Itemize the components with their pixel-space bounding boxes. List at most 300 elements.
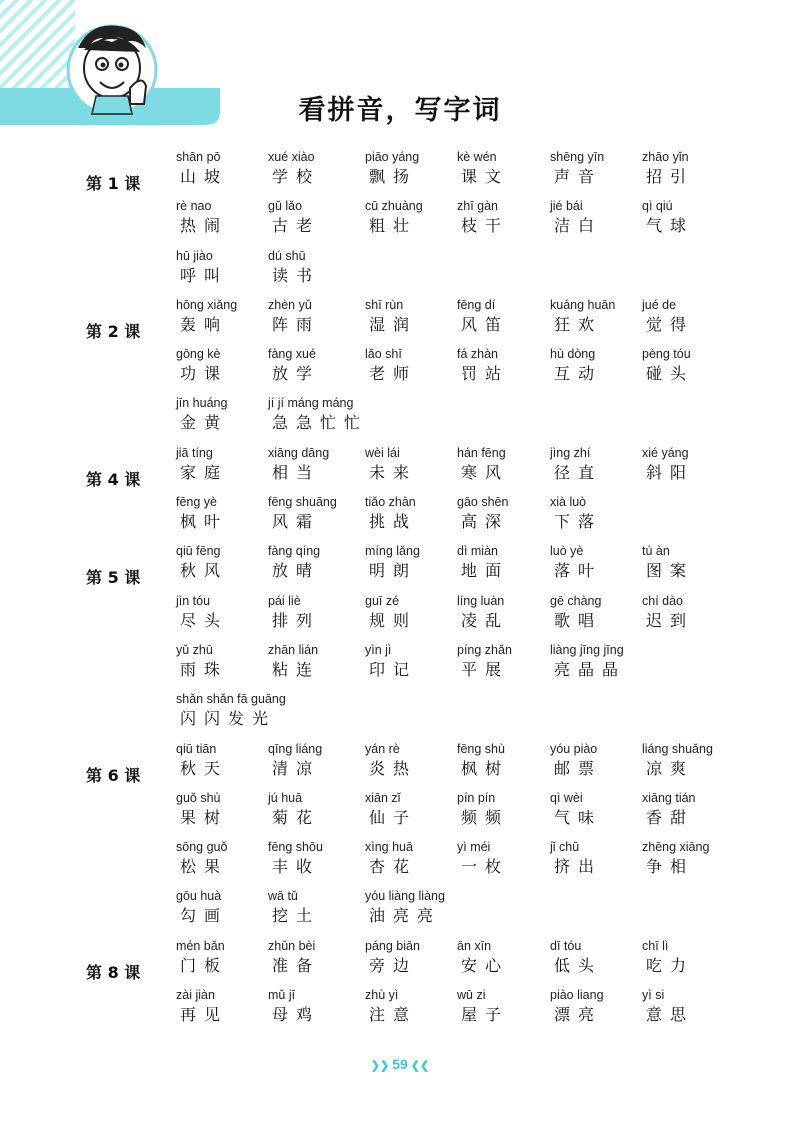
hanzi-text: 屋子 — [461, 1005, 510, 1025]
pinyin-text: jú huā — [268, 790, 303, 805]
word-row — [172, 740, 800, 789]
hanzi-text: 放晴 — [272, 561, 321, 581]
hanzi-text: 凉爽 — [646, 758, 695, 778]
hanzi-text: 炎热 — [369, 758, 418, 778]
pinyin-text: zhāo yǐn — [642, 150, 689, 164]
vocab-word — [361, 592, 456, 631]
vocab-word — [264, 641, 359, 680]
pinyin-text: kè wén — [457, 150, 497, 164]
pinyin-text: gōu huà — [176, 889, 222, 904]
pinyin-text: fàng xué — [268, 347, 316, 362]
hanzi-text: 争相 — [646, 857, 695, 877]
vocab-word — [264, 394, 369, 433]
hanzi-text: 挤出 — [554, 857, 603, 877]
pinyin-text: yán rè — [365, 741, 400, 756]
hanzi-text: 挑战 — [369, 512, 418, 532]
hanzi-text: 秋风 — [180, 561, 229, 581]
hanzi-text: 意思 — [646, 1005, 695, 1025]
vocab-word — [172, 592, 267, 631]
pinyin-text: fēng shù — [457, 741, 505, 756]
hanzi-text: 枫树 — [461, 758, 510, 778]
lesson-label: 第 1 课 — [86, 174, 141, 193]
hanzi-text: 果树 — [180, 807, 229, 827]
vocab-word — [546, 345, 641, 384]
hanzi-text: 排列 — [272, 610, 321, 630]
pinyin-text: liáng shuǎng — [642, 741, 713, 756]
vocab-word — [453, 444, 548, 483]
vocab-word — [264, 986, 359, 1025]
hanzi-text: 未来 — [369, 462, 418, 482]
hanzi-text: 菊花 — [272, 807, 321, 827]
vocab-word — [172, 444, 267, 483]
vocab-word — [172, 296, 267, 335]
vocab-word — [264, 937, 359, 976]
vocab-word — [638, 592, 733, 631]
pinyin-text: hù dòng — [550, 347, 596, 362]
vocab-word — [361, 740, 456, 779]
hanzi-text: 门板 — [180, 955, 229, 975]
vocab-word — [546, 592, 641, 631]
lesson-block — [0, 148, 800, 296]
hanzi-text: 金黄 — [180, 413, 229, 433]
hanzi-text: 功课 — [180, 364, 229, 384]
pinyin-text: fēng dí — [457, 297, 496, 312]
vocab-word — [264, 493, 359, 532]
vocab-word — [172, 740, 267, 779]
hanzi-text: 丰收 — [272, 857, 321, 877]
vocab-word — [264, 247, 359, 286]
vocab-word — [638, 197, 733, 236]
vocab-word — [638, 838, 733, 877]
hanzi-text: 清凉 — [272, 758, 321, 778]
pinyin-text: chí dào — [642, 593, 684, 608]
pinyin-text: zhān lián — [268, 642, 319, 657]
pinyin-text: líng luàn — [457, 593, 505, 608]
vocab-word — [638, 740, 733, 779]
vocab-word — [172, 789, 267, 828]
word-row — [172, 887, 800, 936]
pinyin-text: mén bǎn — [176, 938, 225, 953]
pinyin-text: luò yè — [550, 544, 584, 559]
vocab-word — [638, 986, 733, 1025]
word-row — [172, 986, 800, 1035]
pinyin-text: xié yáng — [642, 445, 689, 460]
hanzi-text: 读书 — [272, 265, 321, 285]
pinyin-text: fēng yè — [176, 495, 218, 510]
pinyin-text: zhǔn bèi — [268, 938, 316, 953]
hanzi-text: 挖土 — [272, 906, 321, 926]
vocab-word — [638, 444, 733, 483]
word-row — [172, 592, 800, 641]
word-row — [172, 690, 800, 739]
vocab-word — [361, 937, 456, 976]
pinyin-text: dú shū — [268, 248, 306, 263]
lesson-label: 第 6 课 — [86, 765, 141, 785]
hanzi-text: 飘扬 — [369, 167, 418, 186]
vocab-word — [264, 838, 359, 877]
vocab-word — [172, 937, 267, 976]
lesson-block — [0, 542, 800, 739]
pinyin-text: piào liang — [550, 988, 604, 1003]
vocab-word — [453, 641, 548, 680]
hanzi-text: 湿润 — [369, 314, 418, 334]
pinyin-text: pái liè — [268, 593, 301, 608]
hanzi-text: 下落 — [554, 512, 603, 532]
pinyin-text: xià luò — [550, 495, 587, 510]
pinyin-text: gāo shēn — [457, 495, 509, 510]
pinyin-text: píng zhǎn — [457, 642, 512, 657]
hanzi-text: 油亮亮 — [369, 906, 442, 926]
hanzi-text: 平展 — [461, 659, 510, 679]
pinyin-text: gǔ lǎo — [268, 199, 303, 214]
pinyin-text: chī lì — [642, 938, 669, 953]
vocab-word — [172, 887, 267, 926]
pinyin-text: yóu liàng liàng — [365, 889, 445, 904]
pinyin-text: xiān zǐ — [365, 790, 401, 805]
lesson-block — [0, 444, 800, 543]
pinyin-text: zhù yì — [365, 988, 399, 1003]
pinyin-text: fēng shōu — [268, 840, 323, 855]
pinyin-text: zhēng xiāng — [642, 840, 710, 855]
pinyin-text: dī tóu — [550, 938, 582, 953]
hanzi-text: 家庭 — [180, 462, 229, 482]
pinyin-text: jié bái — [550, 199, 583, 214]
vocab-word — [172, 197, 267, 236]
pinyin-text: míng lǎng — [365, 544, 420, 559]
vocab-word — [546, 542, 641, 581]
vocab-word — [638, 542, 733, 581]
vocab-word — [264, 148, 359, 187]
vocab-word — [638, 148, 733, 187]
vocab-word — [361, 887, 456, 926]
pinyin-text: zhèn yǔ — [268, 297, 312, 312]
hanzi-text: 安心 — [461, 955, 510, 975]
hanzi-text: 香甜 — [646, 807, 695, 827]
hanzi-text: 课文 — [461, 167, 510, 186]
double-chevron-right-icon: ❯❯ — [370, 1060, 390, 1072]
hanzi-text: 规则 — [369, 610, 418, 630]
vocab-word — [638, 345, 733, 384]
hanzi-text: 邮票 — [554, 758, 603, 778]
hanzi-text: 风笛 — [461, 314, 510, 334]
hanzi-text: 低头 — [554, 955, 603, 975]
hanzi-text: 闪闪发光 — [180, 709, 277, 729]
vocab-word — [172, 493, 267, 532]
vocab-word — [546, 493, 641, 532]
hanzi-text: 迟到 — [646, 610, 695, 630]
hanzi-text: 径直 — [554, 462, 603, 482]
vocab-word — [361, 838, 456, 877]
vocab-word — [264, 345, 359, 384]
vocab-word — [172, 690, 286, 729]
vocab-word — [172, 148, 267, 187]
lesson-block — [0, 937, 800, 1036]
lesson-label: 第 5 课 — [86, 568, 141, 588]
hanzi-text: 招引 — [646, 167, 695, 186]
hanzi-text: 频频 — [461, 807, 510, 827]
pinyin-text: gē chàng — [550, 593, 602, 608]
vocab-word — [453, 592, 548, 631]
lesson-list — [0, 148, 800, 1035]
word-row — [172, 345, 800, 394]
pinyin-text: kuáng huān — [550, 297, 616, 312]
pinyin-text: yì si — [642, 988, 665, 1003]
hanzi-text: 枝干 — [461, 216, 510, 236]
hanzi-text: 漂亮 — [554, 1005, 603, 1025]
hanzi-text: 风霜 — [272, 512, 321, 532]
pinyin-text: xiāng dāng — [268, 445, 330, 460]
pinyin-text: hōng xiǎng — [176, 297, 238, 312]
hanzi-text: 洁白 — [554, 216, 603, 236]
word-row — [172, 394, 800, 443]
pinyin-text: yǔ zhū — [176, 642, 213, 657]
hanzi-text: 亮晶晶 — [554, 659, 627, 679]
vocab-word — [453, 986, 548, 1025]
hanzi-text: 山坡 — [180, 167, 229, 186]
pinyin-text: shēng yīn — [550, 150, 605, 164]
pinyin-text: zhī gàn — [457, 199, 499, 214]
pinyin-text: tiǎo zhàn — [365, 495, 416, 510]
vocab-word — [638, 937, 733, 976]
pinyin-text: ān xīn — [457, 938, 492, 953]
hanzi-text: 吃力 — [646, 955, 695, 975]
hanzi-text: 声音 — [554, 167, 603, 186]
hanzi-text: 觉得 — [646, 314, 695, 334]
word-row — [172, 937, 800, 986]
hanzi-text: 寒风 — [461, 462, 510, 482]
vocab-word — [546, 789, 641, 828]
pinyin-text: rè nao — [176, 199, 212, 214]
pinyin-text: fēng shuāng — [268, 495, 337, 510]
vocab-word — [264, 444, 359, 483]
pinyin-text: mǔ jī — [268, 988, 296, 1003]
lesson-block — [0, 740, 800, 937]
hanzi-text: 罚站 — [461, 364, 510, 384]
hanzi-text: 母鸡 — [272, 1005, 321, 1025]
hanzi-text: 杏花 — [369, 857, 418, 877]
hanzi-text: 地面 — [461, 561, 510, 581]
vocab-word — [638, 789, 733, 828]
hanzi-text: 印记 — [369, 659, 418, 679]
hanzi-text: 碰头 — [646, 364, 695, 384]
pinyin-text: jǐ chū — [550, 840, 580, 855]
pinyin-text: jìn tóu — [176, 593, 211, 608]
pinyin-text: jué de — [642, 297, 677, 312]
pinyin-text: pèng tóu — [642, 347, 691, 362]
hanzi-text: 呼叫 — [180, 265, 229, 285]
vocab-word — [546, 838, 641, 877]
vocab-word — [361, 197, 456, 236]
pinyin-text: xiāng tián — [642, 790, 696, 805]
vocab-word — [361, 641, 456, 680]
pinyin-text: jīn huáng — [176, 396, 228, 411]
pinyin-text: qì wèi — [550, 790, 583, 805]
hanzi-text: 阵雨 — [272, 314, 321, 334]
pinyin-text: dì miàn — [457, 544, 498, 559]
hanzi-text: 雨珠 — [180, 659, 229, 679]
hanzi-text: 气球 — [646, 216, 695, 236]
vocab-word — [172, 641, 267, 680]
hanzi-text: 高深 — [461, 512, 510, 532]
hanzi-text: 勾画 — [180, 906, 229, 926]
pinyin-text: shǎn shǎn fā guāng — [176, 692, 286, 707]
pinyin-text: wā tǔ — [268, 889, 298, 904]
vocab-word — [172, 838, 267, 877]
hanzi-text: 急急忙忙 — [272, 413, 369, 433]
vocab-word — [361, 444, 456, 483]
vocab-word — [453, 789, 548, 828]
vocab-word — [264, 542, 359, 581]
vocab-word — [172, 247, 267, 286]
pinyin-text: qīng liáng — [268, 741, 323, 756]
hanzi-text: 学校 — [272, 167, 321, 186]
pinyin-text: páng biān — [365, 938, 420, 953]
double-chevron-left-icon: ❮❮ — [410, 1060, 430, 1072]
hanzi-text: 斜阳 — [646, 462, 695, 482]
vocab-word — [361, 493, 456, 532]
hanzi-text: 图案 — [646, 561, 695, 581]
hanzi-text: 凌乱 — [461, 610, 510, 630]
hanzi-text: 旁边 — [369, 955, 418, 975]
vocab-word — [453, 197, 548, 236]
hanzi-text: 古老 — [272, 216, 321, 236]
hanzi-text: 落叶 — [554, 561, 603, 581]
hanzi-text: 枫叶 — [180, 512, 229, 532]
word-row — [172, 444, 800, 493]
word-row — [172, 247, 800, 296]
vocab-word — [361, 148, 456, 187]
pinyin-text: fàng qíng — [268, 544, 321, 559]
pinyin-text: shī rùn — [365, 297, 404, 312]
vocab-word — [546, 444, 641, 483]
lesson-label: 第 4 课 — [86, 469, 141, 489]
word-row — [172, 641, 800, 690]
pinyin-text: qiū fēng — [176, 544, 221, 559]
vocab-word — [361, 296, 456, 335]
hanzi-text: 老师 — [369, 364, 418, 384]
pinyin-text: jí jí máng máng — [268, 396, 354, 411]
word-row — [172, 148, 800, 197]
hanzi-text: 尽头 — [180, 610, 229, 630]
hanzi-text: 放学 — [272, 364, 321, 384]
pinyin-text: cū zhuàng — [365, 199, 423, 214]
vocab-word — [172, 542, 267, 581]
vocab-word — [453, 542, 548, 581]
pinyin-text: wū zi — [457, 988, 486, 1003]
word-row — [172, 197, 800, 246]
pinyin-text: tú àn — [642, 544, 670, 559]
vocab-word — [546, 937, 641, 976]
lesson-label: 第 2 课 — [86, 321, 141, 341]
pinyin-text: wèi lái — [365, 445, 400, 460]
pinyin-text: yóu piào — [550, 741, 598, 756]
word-row — [172, 296, 800, 345]
vocab-word — [172, 394, 267, 433]
vocab-word — [546, 296, 641, 335]
vocab-word — [264, 887, 359, 926]
hanzi-text: 准备 — [272, 955, 321, 975]
hanzi-text: 再见 — [180, 1005, 229, 1025]
vocab-word — [453, 937, 548, 976]
vocab-word — [453, 148, 548, 187]
vocab-word — [453, 345, 548, 384]
vocab-word — [172, 986, 267, 1025]
vocab-word — [264, 789, 359, 828]
vocab-word — [453, 740, 548, 779]
word-row — [172, 838, 800, 887]
vocab-word — [546, 641, 641, 680]
vocab-word — [264, 740, 359, 779]
pinyin-text: qì qiú — [642, 199, 673, 214]
vocab-word — [264, 592, 359, 631]
pinyin-text: guī zé — [365, 593, 400, 608]
word-row — [172, 542, 800, 591]
pinyin-text: gōng kè — [176, 347, 221, 362]
pinyin-text: hán fēng — [457, 445, 506, 460]
hanzi-text: 狂欢 — [554, 314, 603, 334]
hanzi-text: 注意 — [369, 1005, 418, 1025]
pinyin-text: pín pín — [457, 790, 496, 805]
word-row — [172, 493, 800, 542]
vocab-word — [638, 296, 733, 335]
pinyin-text: sōng guǒ — [176, 840, 228, 855]
hanzi-text: 热闹 — [180, 216, 229, 236]
hanzi-text: 粘连 — [272, 659, 321, 679]
vocab-word — [546, 740, 641, 779]
pinyin-text: liàng jīng jīng — [550, 642, 624, 657]
pinyin-text: hū jiào — [176, 248, 213, 263]
page-number-text: 59 — [392, 1056, 408, 1072]
pinyin-text: lǎo shī — [365, 347, 402, 362]
hanzi-text: 互动 — [554, 364, 603, 384]
hanzi-text: 松果 — [180, 857, 229, 877]
lesson-block — [0, 296, 800, 444]
word-row — [172, 789, 800, 838]
pinyin-text: qiū tiān — [176, 741, 217, 756]
hanzi-text: 秋天 — [180, 758, 229, 778]
pinyin-text: jiā tíng — [176, 445, 213, 460]
lesson-label: 第 8 课 — [86, 962, 141, 982]
hanzi-text: 一枚 — [461, 857, 510, 877]
pinyin-text: guǒ shù — [176, 790, 221, 805]
hanzi-text: 气味 — [554, 807, 603, 827]
page-number — [0, 1056, 800, 1072]
pinyin-text: piāo yáng — [365, 150, 420, 164]
vocab-word — [453, 296, 548, 335]
hanzi-text: 仙子 — [369, 807, 418, 827]
vocab-word — [264, 197, 359, 236]
hanzi-text: 相当 — [272, 462, 321, 482]
vocab-word — [264, 296, 359, 335]
vocab-word — [546, 197, 641, 236]
vocab-word — [361, 986, 456, 1025]
vocab-word — [172, 345, 267, 384]
hanzi-text: 轰响 — [180, 314, 229, 334]
pinyin-text: yì méi — [457, 840, 491, 855]
pinyin-text: fá zhàn — [457, 347, 499, 362]
pinyin-text: shān pō — [176, 150, 221, 164]
pinyin-text: zài jiàn — [176, 988, 215, 1003]
hanzi-text: 明朗 — [369, 561, 418, 581]
pinyin-text: yìn jì — [365, 642, 392, 657]
vocab-word — [546, 986, 641, 1025]
page-title: 看拼音，写字词 — [298, 95, 502, 126]
hanzi-text: 歌唱 — [554, 610, 603, 630]
vocab-word — [546, 148, 641, 187]
pinyin-text: xué xiào — [268, 150, 315, 164]
pinyin-text: jìng zhí — [550, 445, 591, 460]
pinyin-text: xìng huā — [365, 840, 413, 855]
